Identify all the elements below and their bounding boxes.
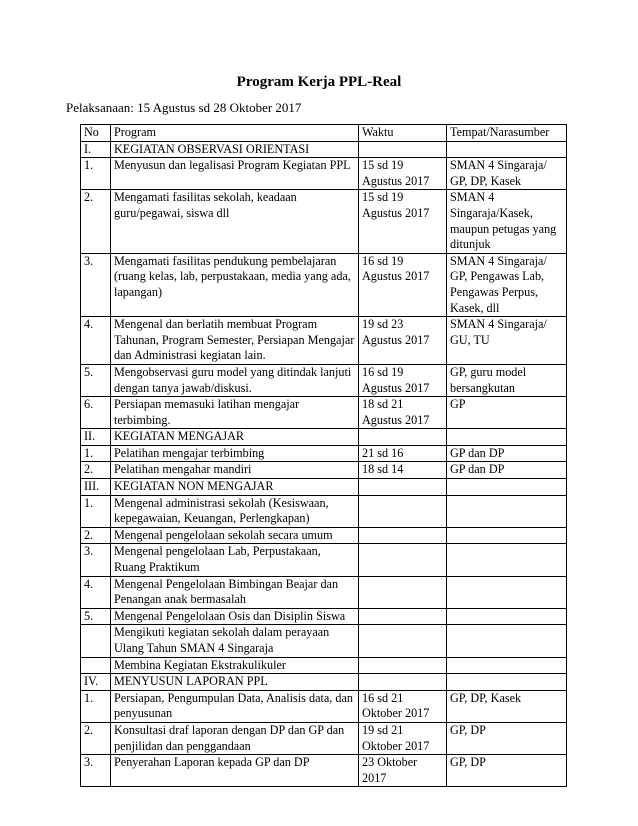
row-place: SMAN 4 Singaraja/ GP, Pengawas Lab, Pengawas Perpus, Kasek, dll xyxy=(447,253,567,316)
section-row xyxy=(81,674,567,691)
row-place: GP, DP xyxy=(447,755,567,787)
row-time xyxy=(359,657,447,674)
row-time xyxy=(359,674,447,691)
row-program: MENYUSUN LAPORAN PPL xyxy=(111,674,359,691)
row-program: Persiapan memasuki latihan mengajar terbimbing. xyxy=(111,397,359,429)
header-time: Waktu xyxy=(359,125,447,142)
row-place xyxy=(447,429,567,446)
row-time xyxy=(359,495,447,527)
table-row xyxy=(81,462,567,479)
row-program: Mengenal Pengelolaan Osis dan Disiplin Siswa xyxy=(111,608,359,625)
table-row xyxy=(81,445,567,462)
table-row xyxy=(81,722,567,754)
row-number: 6. xyxy=(81,397,111,429)
row-number: 3. xyxy=(81,755,111,787)
row-program: Penyerahan Laporan kepada GP dan DP xyxy=(111,755,359,787)
row-place: GP, DP xyxy=(447,722,567,754)
table-row xyxy=(81,190,567,253)
row-number: 2. xyxy=(81,527,111,544)
page-title: Program Kerja PPL-Real xyxy=(236,74,402,90)
row-time: 21 sd 16 xyxy=(359,445,447,462)
schedule-subtitle: Pelaksanaan: 15 Agustus sd 28 Oktober 2017 xyxy=(66,100,302,115)
row-program: Membina Kegiatan Ekstrakulikuler xyxy=(111,657,359,674)
section-row xyxy=(81,141,567,158)
row-time: 15 sd 19 Agustus 2017 xyxy=(359,190,447,253)
row-number: 4. xyxy=(81,317,111,365)
table-row xyxy=(81,608,567,625)
row-time xyxy=(359,625,447,657)
row-place xyxy=(447,608,567,625)
row-program: Persiapan, Pengumpulan Data, Analisis data, dan penyusunan xyxy=(111,690,359,722)
row-place xyxy=(447,625,567,657)
row-number xyxy=(81,625,111,657)
table-row xyxy=(81,158,567,190)
row-number: 2. xyxy=(81,190,111,253)
row-program: Mengenal pengelolaan sekolah secara umum xyxy=(111,527,359,544)
row-time xyxy=(359,527,447,544)
row-number: 3. xyxy=(81,544,111,576)
row-program: Mengenal pengelolaan Lab, Perpustakaan, Ruang Praktikum xyxy=(111,544,359,576)
row-number: II. xyxy=(81,429,111,446)
row-number: 1. xyxy=(81,158,111,190)
row-time xyxy=(359,141,447,158)
row-number: 5. xyxy=(81,364,111,396)
row-place: SMAN 4 Singaraja/Kasek, maupun petugas yang ditunjuk xyxy=(447,190,567,253)
table-row xyxy=(81,495,567,527)
row-place xyxy=(447,576,567,608)
row-time: 19 sd 21 Oktober 2017 xyxy=(359,722,447,754)
row-program: KEGIATAN MENGAJAR xyxy=(111,429,359,446)
row-place: SMAN 4 Singaraja/ GU, TU xyxy=(447,317,567,365)
row-number: 3. xyxy=(81,253,111,316)
row-program: Konsultasi draf laporan dengan DP dan GP dan penjilidan dan penggandaan xyxy=(111,722,359,754)
row-program: Pelatihan mengahar mandiri xyxy=(111,462,359,479)
row-place: GP, DP, Kasek xyxy=(447,690,567,722)
row-number: 5. xyxy=(81,608,111,625)
row-number: 2. xyxy=(81,722,111,754)
row-place xyxy=(447,657,567,674)
table-row xyxy=(81,690,567,722)
row-program: Mengamati fasilitas pendukung pembelajaran (ruang kelas, lab, perpustakaan, media yang ada, lapangan) xyxy=(111,253,359,316)
row-time xyxy=(359,479,447,496)
row-time: 16 sd 19 Agustus 2017 xyxy=(359,364,447,396)
row-program: Menyusun dan legalisasi Program Kegiatan PPL xyxy=(111,158,359,190)
row-program: Mengenal dan berlatih membuat Program Tahunan, Program Semester, Persiapan Mengajar dan Administrasi kegiatan lain. xyxy=(111,317,359,365)
row-program: Mengikuti kegiatan sekolah dalam perayaan Ulang Tahun SMAN 4 Singaraja xyxy=(111,625,359,657)
table-header-row xyxy=(81,125,567,142)
table-row xyxy=(81,364,567,396)
table-row xyxy=(81,527,567,544)
table-row xyxy=(81,657,567,674)
table-row xyxy=(81,317,567,365)
row-time: 18 sd 21 Agustus 2017 xyxy=(359,397,447,429)
row-time: 15 sd 19 Agustus 2017 xyxy=(359,158,447,190)
header-no: No xyxy=(81,125,111,142)
row-time xyxy=(359,544,447,576)
row-time: 16 sd 19 Agustus 2017 xyxy=(359,253,447,316)
row-place xyxy=(447,527,567,544)
row-program: Mengobservasi guru model yang ditindak lanjuti dengan tanya jawab/diskusi. xyxy=(111,364,359,396)
row-number: 1. xyxy=(81,495,111,527)
row-place xyxy=(447,674,567,691)
row-number xyxy=(81,657,111,674)
row-time: 18 sd 14 xyxy=(359,462,447,479)
table-row xyxy=(81,544,567,576)
row-program: Pelatihan mengajar terbimbing xyxy=(111,445,359,462)
row-number: 4. xyxy=(81,576,111,608)
row-place: GP dan DP xyxy=(447,445,567,462)
row-place: GP dan DP xyxy=(447,462,567,479)
row-time: 16 sd 21 Oktober 2017 xyxy=(359,690,447,722)
row-time xyxy=(359,429,447,446)
row-place: SMAN 4 Singaraja/ GP, DP, Kasek xyxy=(447,158,567,190)
row-program: Mengenal Pengelolaan Bimbingan Beajar dan Penangan anak bermasalah xyxy=(111,576,359,608)
table-body xyxy=(81,141,567,787)
row-program: Mengamati fasilitas sekolah, keadaan guru/pegawai, siswa dll xyxy=(111,190,359,253)
header-place: Tempat/Narasumber xyxy=(447,125,567,142)
table-row xyxy=(81,576,567,608)
table-row xyxy=(81,755,567,787)
row-time xyxy=(359,608,447,625)
row-number: 2. xyxy=(81,462,111,479)
header-program: Program xyxy=(111,125,359,142)
row-number: I. xyxy=(81,141,111,158)
row-time: 19 sd 23 Agustus 2017 xyxy=(359,317,447,365)
row-number: IV. xyxy=(81,674,111,691)
row-place: GP, guru model bersangkutan xyxy=(447,364,567,396)
row-place xyxy=(447,544,567,576)
section-row xyxy=(81,479,567,496)
row-number: III. xyxy=(81,479,111,496)
row-time xyxy=(359,576,447,608)
row-number: 1. xyxy=(81,445,111,462)
row-place xyxy=(447,495,567,527)
table-row xyxy=(81,397,567,429)
row-place: GP xyxy=(447,397,567,429)
row-program: KEGIATAN NON MENGAJAR xyxy=(111,479,359,496)
table-row xyxy=(81,253,567,316)
section-row xyxy=(81,429,567,446)
row-number: 1. xyxy=(81,690,111,722)
table-row xyxy=(81,625,567,657)
row-program: Mengenal administrasi sekolah (Kesiswaan, kepegawaian, Keuangan, Perlengkapan) xyxy=(111,495,359,527)
row-time: 23 Oktober 2017 xyxy=(359,755,447,787)
program-table xyxy=(80,124,567,787)
row-program: KEGIATAN OBSERVASI ORIENTASI xyxy=(111,141,359,158)
row-place xyxy=(447,479,567,496)
row-place xyxy=(447,141,567,158)
